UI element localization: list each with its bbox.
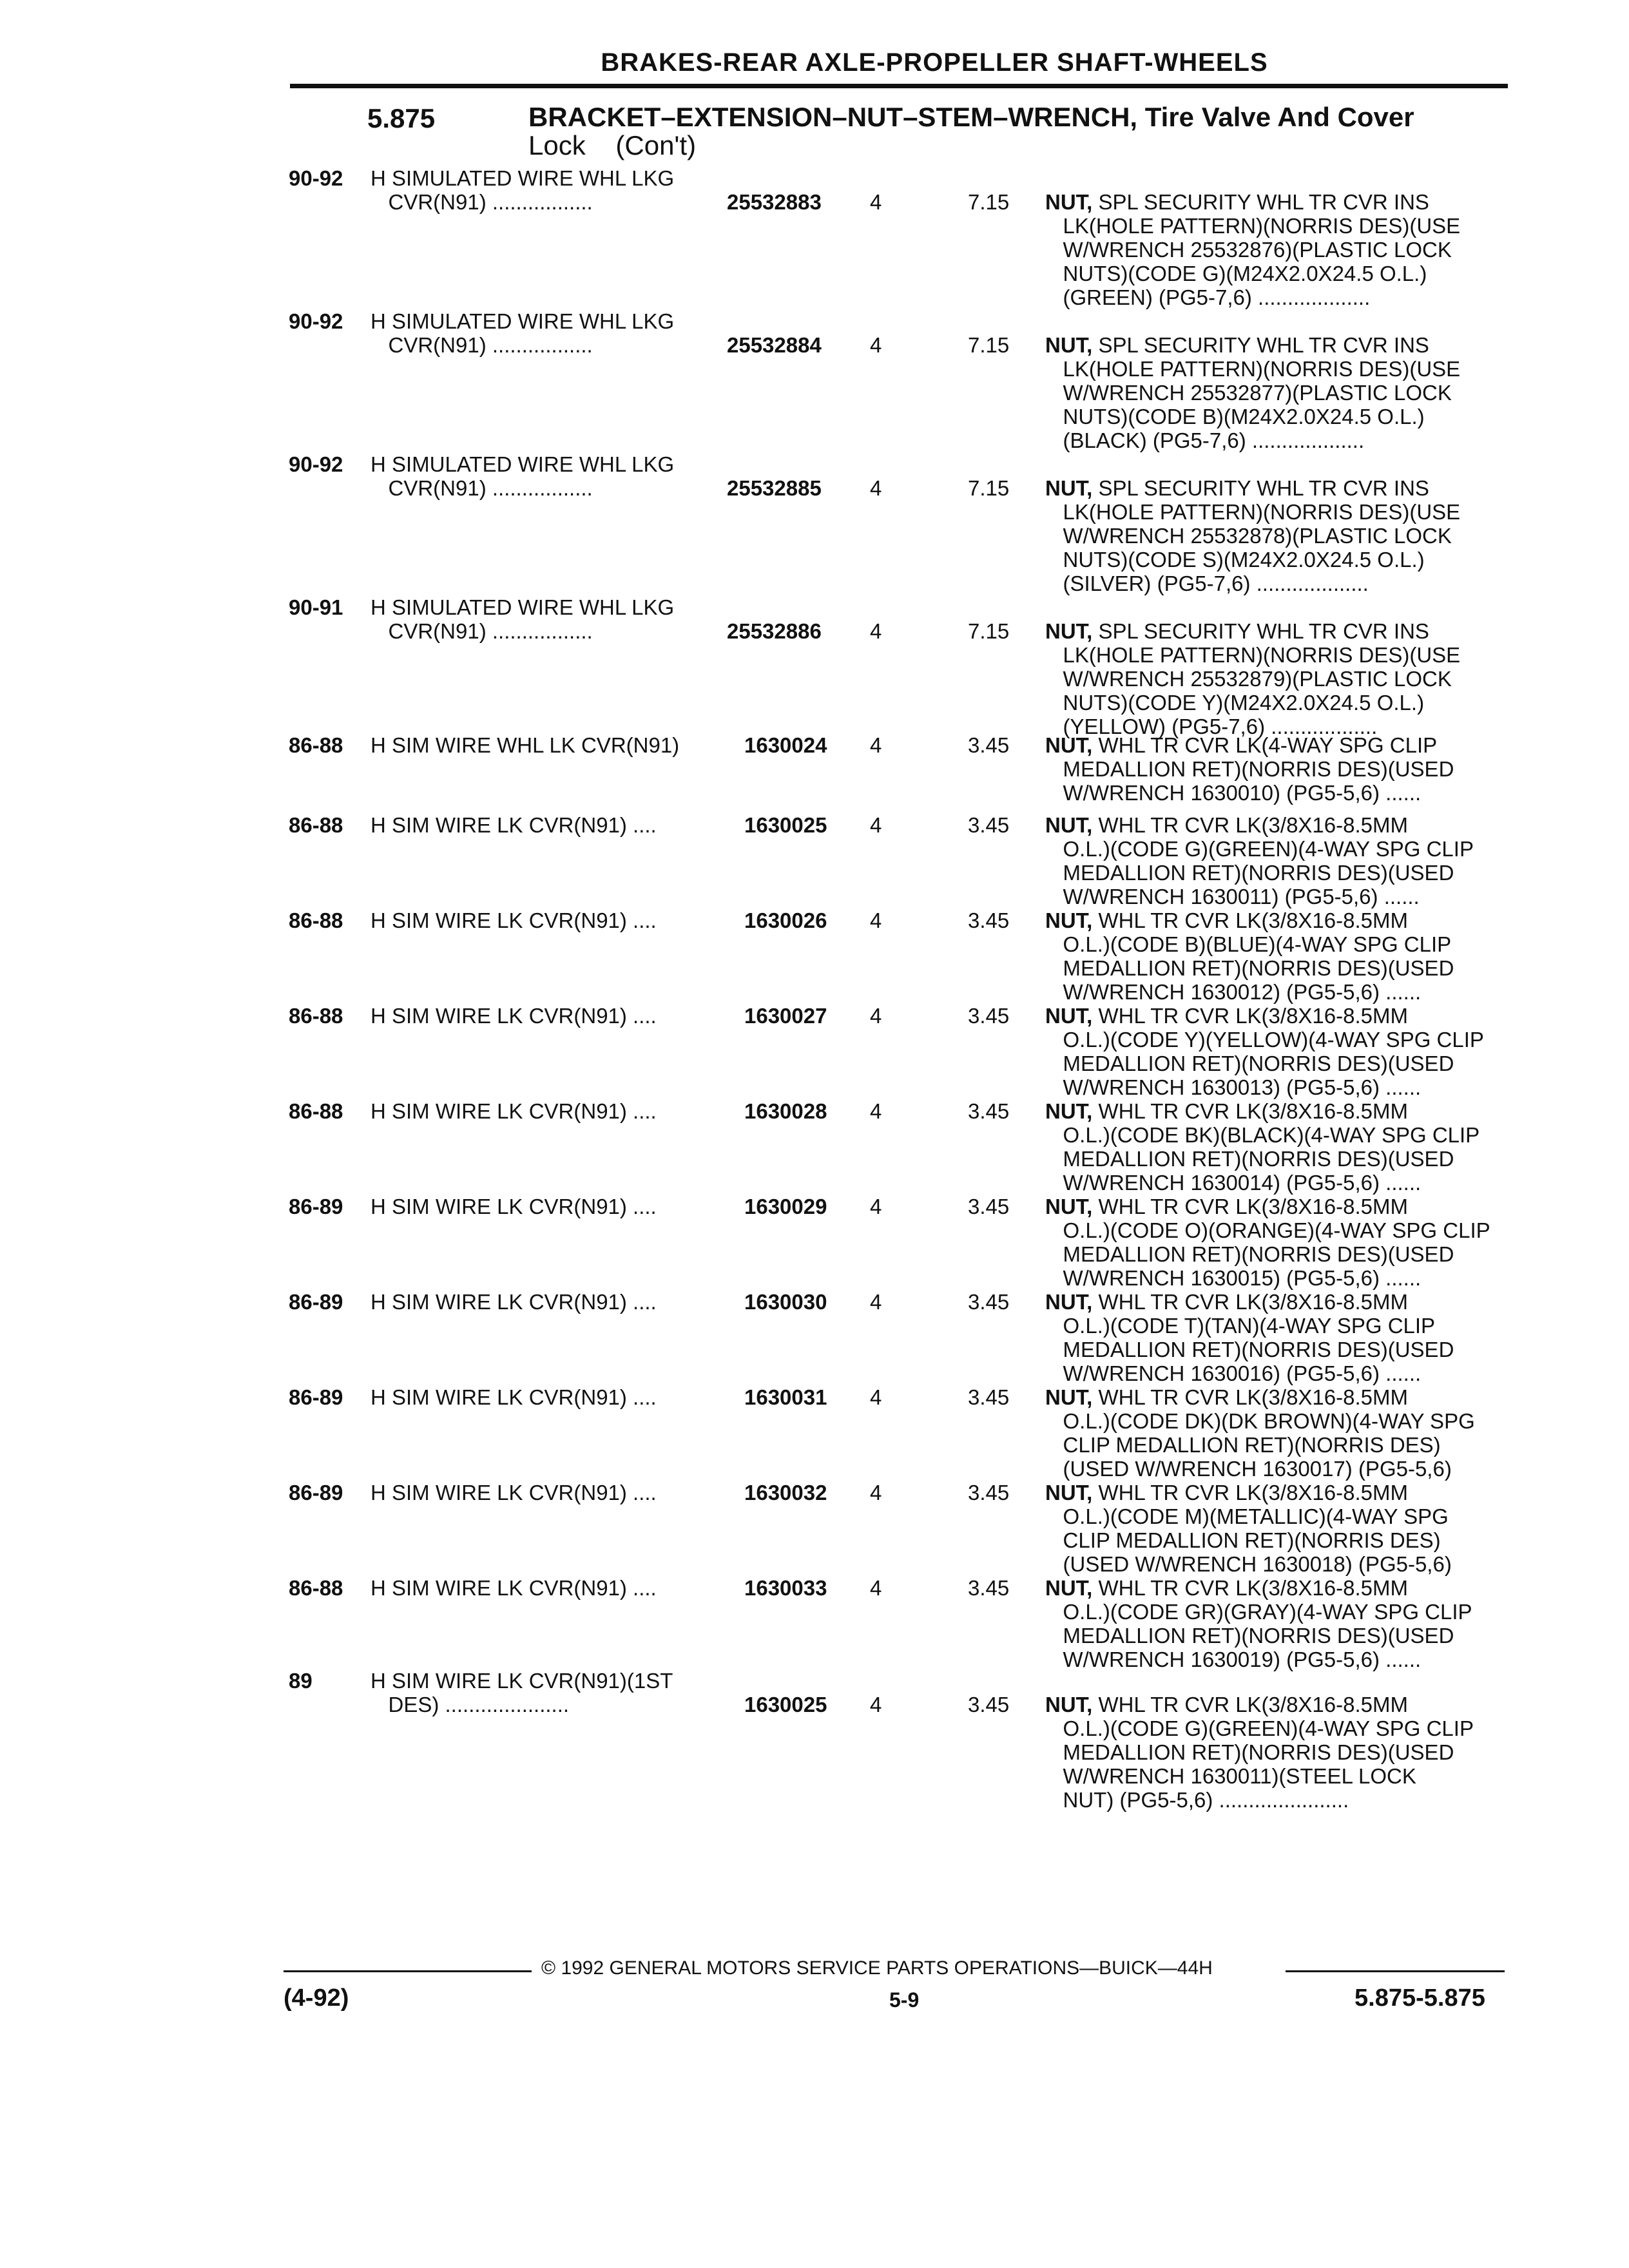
part-note-cell: NUT, WHL TR CVR LK(3/8X16-8.5MM O.L.)(CODE BK)(BLACK)(4-WAY SPG CLIP MEDALLION RET)(NORRIS DES)(USED W/WRENCH 1630014) (PG5-5,6) ...... (1045, 1099, 1480, 1195)
part-number-cell: 1630024 (744, 733, 827, 757)
header-rule (290, 84, 1508, 88)
part-number-cell: 25532886 (727, 619, 822, 643)
section-title-line2: Lock (Con't) (528, 130, 697, 160)
quantity-cell: 4 (870, 619, 882, 643)
price-cell: 7.15 (968, 619, 1010, 643)
quantity-cell: 4 (870, 476, 882, 500)
price-cell: 3.45 (968, 1576, 1010, 1600)
quantity-cell: 4 (870, 733, 882, 757)
year-cell: 86-88 (289, 733, 343, 757)
year-cell: 86-89 (289, 1290, 343, 1314)
section-title (528, 103, 1508, 160)
part-note-cell: NUT, WHL TR CVR LK(3/8X16-8.5MM O.L.)(CODE Y)(YELLOW)(4-WAY SPG CLIP MEDALLION RET)(NORRIS DES)(USED W/WRENCH 1630013) (PG5-5,6) ...... (1045, 1004, 1484, 1099)
price-cell: 3.45 (968, 1385, 1010, 1409)
price-cell: 7.15 (968, 333, 1010, 357)
footer-page-number: 5-9 (889, 1988, 920, 2012)
description-cell: H SIMULATED WIRE WHL LKG CVR(N91) ................. (371, 309, 675, 357)
description-cell: H SIM WIRE LK CVR(N91) .... (371, 1004, 657, 1028)
part-note-cell: NUT, SPL SECURITY WHL TR CVR INS LK(HOLE PATTERN)(NORRIS DES)(USE W/WRENCH 25532877)(PLASTIC LOCK NUTS)(CODE B)(M24X2.0X24.5 O.L.) (BLACK) (PG5-7,6) ................... (1045, 333, 1461, 452)
year-cell: 86-89 (289, 1481, 343, 1504)
quantity-cell: 4 (870, 333, 882, 357)
part-note-cell: NUT, WHL TR CVR LK(3/8X16-8.5MM O.L.)(CODE DK)(DK BROWN)(4-WAY SPG CLIP MEDALLION RET)(NORRIS DES) (USED W/WRENCH 1630017) (PG5-5,6) (1045, 1385, 1475, 1481)
part-number-cell: 1630030 (744, 1290, 827, 1314)
description-cell: H SIM WIRE LK CVR(N91) .... (371, 1099, 657, 1123)
part-number-cell: 25532883 (727, 190, 822, 214)
year-cell: 90-92 (289, 452, 343, 476)
part-note-cell: NUT, WHL TR CVR LK(3/8X16-8.5MM O.L.)(CODE M)(METALLIC)(4-WAY SPG CLIP MEDALLION RET)(NORRIS DES) (USED W/WRENCH 1630018) (PG5-5,6) (1045, 1481, 1452, 1576)
quantity-cell: 4 (870, 1290, 882, 1314)
quantity-cell: 4 (870, 1576, 882, 1600)
part-note-cell: NUT, WHL TR CVR LK(3/8X16-8.5MM O.L.)(CODE O)(ORANGE)(4-WAY SPG CLIP MEDALLION RET)(NORRIS DES)(USED W/WRENCH 1630015) (PG5-5,6) ...... (1045, 1195, 1490, 1290)
part-number-cell: 1630025 (744, 1693, 827, 1716)
price-cell: 3.45 (968, 1693, 1010, 1716)
footer-section-range: 5.875-5.875 (1354, 1984, 1485, 2012)
quantity-cell: 4 (870, 1693, 882, 1716)
year-cell: 89 (289, 1669, 313, 1693)
part-note-cell: NUT, WHL TR CVR LK(3/8X16-8.5MM O.L.)(CODE B)(BLUE)(4-WAY SPG CLIP MEDALLION RET)(NORRIS DES)(USED W/WRENCH 1630012) (PG5-5,6) ...... (1045, 908, 1454, 1004)
quantity-cell: 4 (870, 1099, 882, 1123)
description-cell: H SIM WIRE LK CVR(N91) .... (371, 813, 657, 837)
part-number-cell: 1630026 (744, 908, 827, 932)
price-cell: 3.45 (968, 733, 1010, 757)
price-cell: 3.45 (968, 908, 1010, 932)
part-number-cell: 1630028 (744, 1099, 827, 1123)
year-cell: 86-89 (289, 1195, 343, 1218)
description-cell: H SIM WIRE LK CVR(N91) .... (371, 1576, 657, 1600)
price-cell: 7.15 (968, 190, 1010, 214)
section-number: 5.875 (367, 103, 436, 133)
part-number-cell: 1630032 (744, 1481, 827, 1504)
description-cell: H SIM WIRE LK CVR(N91) .... (371, 1290, 657, 1314)
part-number-cell: 1630033 (744, 1576, 827, 1600)
description-cell: H SIM WIRE LK CVR(N91)(1ST DES) ..................... (371, 1669, 673, 1716)
quantity-cell: 4 (870, 1004, 882, 1028)
part-note-cell: NUT, WHL TR CVR LK(4-WAY SPG CLIP MEDALLION RET)(NORRIS DES)(USED W/WRENCH 1630010) (PG5-5,6) ...... (1045, 733, 1454, 805)
page-header-title: BRAKES-REAR AXLE-PROPELLER SHAFT-WHEELS (601, 48, 1268, 77)
part-note-cell: NUT, WHL TR CVR LK(3/8X16-8.5MM O.L.)(CODE G)(GREEN)(4-WAY SPG CLIP MEDALLION RET)(NORRIS DES)(USED W/WRENCH 1630011)(STEEL LOCK NUT) (PG5-5,6) ...................... (1045, 1693, 1474, 1812)
year-cell: 90-91 (289, 595, 343, 619)
price-cell: 3.45 (968, 1004, 1010, 1028)
part-note-cell: NUT, WHL TR CVR LK(3/8X16-8.5MM O.L.)(CODE GR)(GRAY)(4-WAY SPG CLIP MEDALLION RET)(NORRIS DES)(USED W/WRENCH 1630019) (PG5-5,6) ...... (1045, 1576, 1472, 1671)
footer-rule-right (1286, 1970, 1505, 1972)
description-cell: H SIM WIRE LK CVR(N91) .... (371, 1195, 657, 1218)
part-number-cell: 25532884 (727, 333, 822, 357)
year-cell: 90-92 (289, 166, 343, 190)
price-cell: 3.45 (968, 1099, 1010, 1123)
quantity-cell: 4 (870, 908, 882, 932)
part-note-cell: NUT, SPL SECURITY WHL TR CVR INS LK(HOLE PATTERN)(NORRIS DES)(USE W/WRENCH 25532878)(PLASTIC LOCK NUTS)(CODE S)(M24X2.0X24.5 O.L.) (SILVER) (PG5-7,6) ................... (1045, 476, 1461, 595)
part-number-cell: 1630025 (744, 813, 827, 837)
year-cell: 86-89 (289, 1385, 343, 1409)
description-cell: H SIM WIRE LK CVR(N91) .... (371, 1481, 657, 1504)
footer-rule-left (284, 1970, 532, 1972)
part-number-cell: 1630029 (744, 1195, 827, 1218)
quantity-cell: 4 (870, 813, 882, 837)
price-cell: 3.45 (968, 813, 1010, 837)
quantity-cell: 4 (870, 1385, 882, 1409)
year-cell: 90-92 (289, 309, 343, 333)
year-cell: 86-88 (289, 1099, 343, 1123)
year-cell: 86-88 (289, 1004, 343, 1028)
part-number-cell: 1630027 (744, 1004, 827, 1028)
description-cell: H SIM WIRE WHL LK CVR(N91) (371, 733, 680, 757)
part-note-cell: NUT, WHL TR CVR LK(3/8X16-8.5MM O.L.)(CODE T)(TAN)(4-WAY SPG CLIP MEDALLION RET)(NORRIS DES)(USED W/WRENCH 1630016) (PG5-5,6) ...... (1045, 1290, 1454, 1385)
year-cell: 86-88 (289, 908, 343, 932)
part-note-cell: NUT, SPL SECURITY WHL TR CVR INS LK(HOLE PATTERN)(NORRIS DES)(USE W/WRENCH 25532879)(PLASTIC LOCK NUTS)(CODE Y)(M24X2.0X24.5 O.L.) (YELLOW) (PG5-7,6) .................. (1045, 619, 1461, 738)
price-cell: 3.45 (968, 1290, 1010, 1314)
price-cell: 3.45 (968, 1481, 1010, 1504)
price-cell: 7.15 (968, 476, 1010, 500)
description-cell: H SIM WIRE LK CVR(N91) .... (371, 908, 657, 932)
description-cell: H SIM WIRE LK CVR(N91) .... (371, 1385, 657, 1409)
section-title-line1: BRACKET–EXTENSION–NUT–STEM–WRENCH, Tire Valve And Cover (528, 102, 1414, 132)
year-cell: 86-88 (289, 813, 343, 837)
quantity-cell: 4 (870, 1481, 882, 1504)
footer-copyright: © 1992 GENERAL MOTORS SERVICE PARTS OPERATIONS—BUICK—44H (541, 1957, 1213, 1979)
quantity-cell: 4 (870, 190, 882, 214)
part-number-cell: 25532885 (727, 476, 822, 500)
description-cell: H SIMULATED WIRE WHL LKG CVR(N91) ................. (371, 452, 675, 500)
year-cell: 86-88 (289, 1576, 343, 1600)
part-number-cell: 1630031 (744, 1385, 827, 1409)
description-cell: H SIMULATED WIRE WHL LKG CVR(N91) ................. (371, 166, 675, 214)
description-cell: H SIMULATED WIRE WHL LKG CVR(N91) ................. (371, 595, 675, 643)
part-note-cell: NUT, WHL TR CVR LK(3/8X16-8.5MM O.L.)(CODE G)(GREEN)(4-WAY SPG CLIP MEDALLION RET)(NORRIS DES)(USED W/WRENCH 1630011) (PG5-5,6) ...... (1045, 813, 1474, 908)
quantity-cell: 4 (870, 1195, 882, 1218)
footer-date: (4-92) (284, 1984, 349, 2012)
price-cell: 3.45 (968, 1195, 1010, 1218)
part-note-cell: NUT, SPL SECURITY WHL TR CVR INS LK(HOLE PATTERN)(NORRIS DES)(USE W/WRENCH 25532876)(PLASTIC LOCK NUTS)(CODE G)(M24X2.0X24.5 O.L.) (GREEN) (PG5-7,6) ................... (1045, 190, 1461, 309)
